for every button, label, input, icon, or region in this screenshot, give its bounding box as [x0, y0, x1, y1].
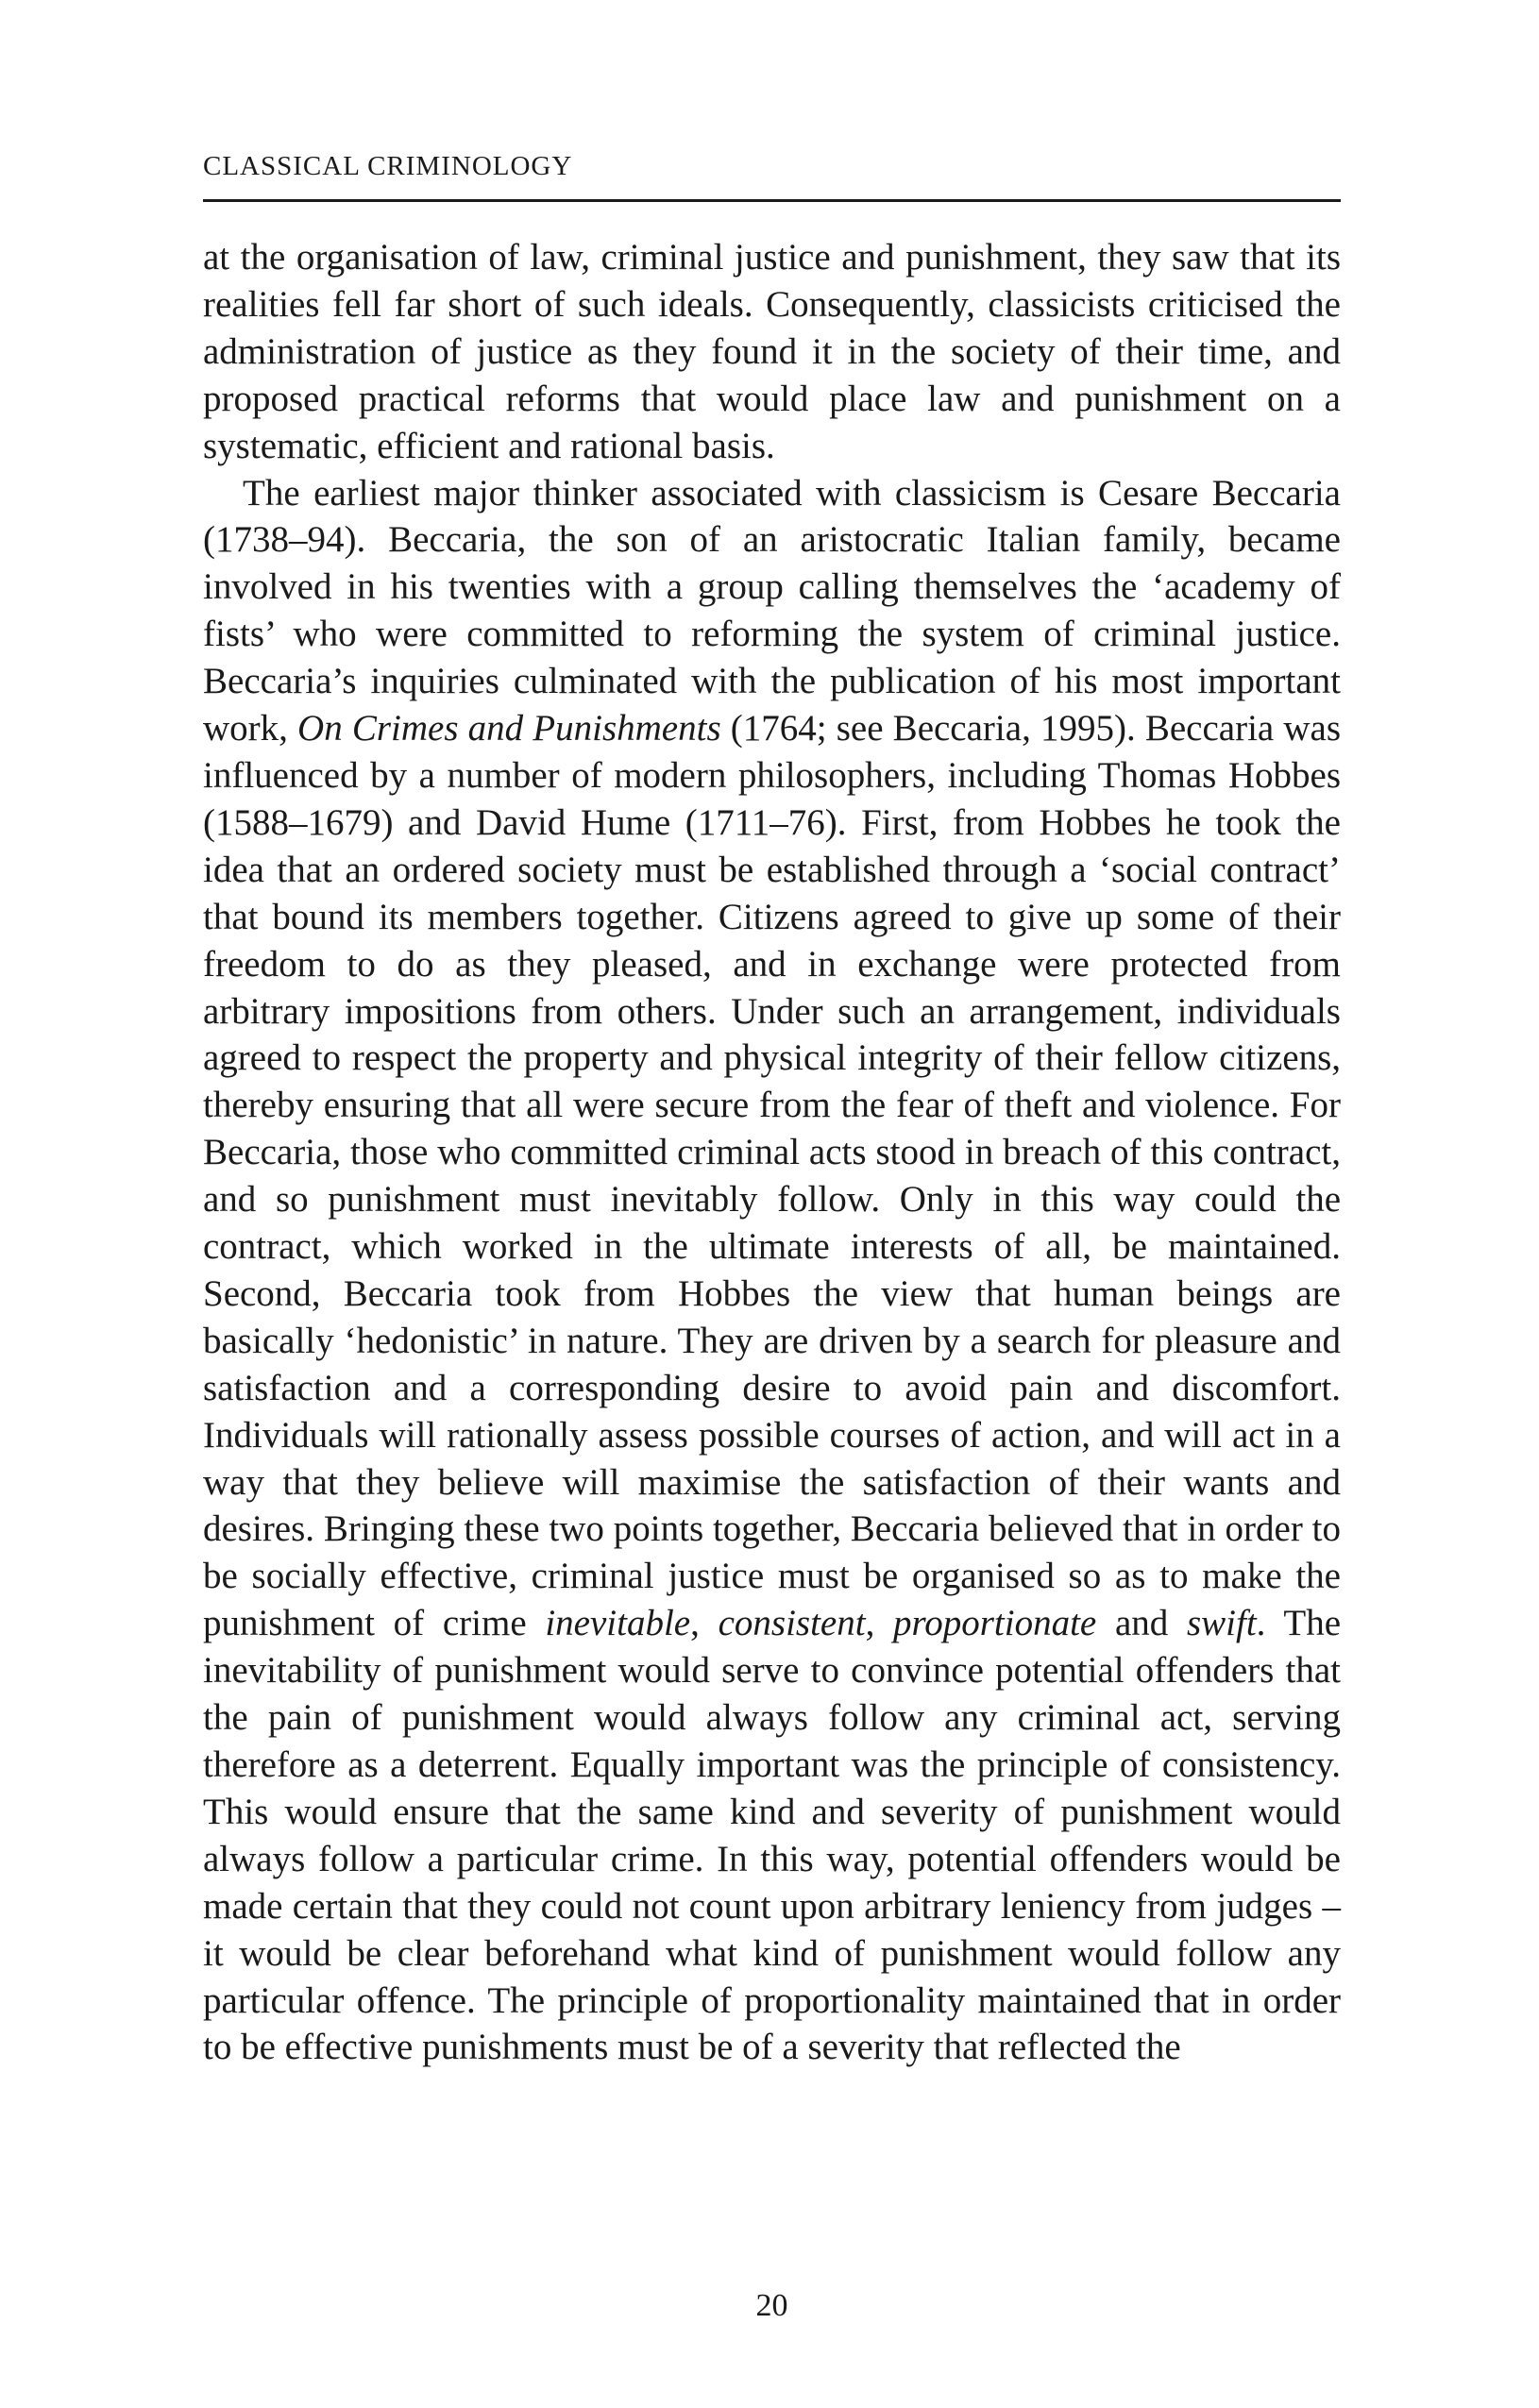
header-rule: [203, 199, 1341, 202]
paragraph-beccaria: [203, 470, 1341, 2072]
text-run: The earliest major thinker associated with classicism is Cesare Beccaria (1738–94). Beccaria, the son of an aristocratic Italian family, became involved in his twenties with a group calling themselves the ‘academy of fists’ who were committed to reforming the system of criminal justice. Beccaria’s inquiries culminated with the publication of his most important work,: [203, 472, 1341, 749]
body-text: [203, 234, 1341, 2071]
emphasis-inevitable: inevitable: [545, 1603, 691, 1644]
text-run: ,: [865, 1603, 894, 1644]
text-run: . The inevitability of punishment would serve to convince potential offenders that the pain of punishment would always follow any criminal act, serving therefore as a deterrent. Equally important was the principle of consistency. This would ensure that the same kind and severity of punishment would always follow a particular crime. In this way, potential offenders would be made certain that they could not count upon arbitrary leniency from judges – it would be clear beforehand what kind of punishment would follow any particular offence. The principle of proportionality maintained that in order to be effective punishments must be of a severity that reflected the: [203, 1603, 1342, 2068]
emphasis-proportionate: proportionate: [893, 1603, 1097, 1644]
emphasis-consistent: consistent: [718, 1603, 866, 1644]
paragraph-continuation: at the organisation of law, criminal justice and punishment, they saw that its realities fell far short of such ideals. Consequently, classicists criticised the administration of justice as they found it in the society of their time, and proposed practical reforms that would place law and punishment on a systematic, efficient and rational basis.: [203, 237, 1341, 466]
running-head: CLASSICAL CRIMINOLOGY: [203, 151, 573, 181]
text-run: and: [1096, 1603, 1187, 1644]
emphasis-swift: swift: [1186, 1603, 1257, 1644]
page-number: 20: [755, 2288, 788, 2323]
text-run: (1764; see Beccaria, 1995). Beccaria was influenced by a number of modern philosophers, including Thomas Hobbes (1588–1679) and David Hume (1711–76). First, from Hobbes he took the idea that an ordered society must be established through a ‘social contract’ that bound its members together. Citizens agreed to give up some of their freedom to do as they pleased, and in exchange were protected from arbitrary impositions from others. Under such an arrangement, individuals agreed to respect the property and physical integrity of their fellow citizens, thereby ensuring that all were secure from the fear of theft and violence. For Beccaria, those who committed criminal acts stood in breach of this contract, and so punishment must inevitably follow. Only in this way could the contract, which worked in the ultimate interests of all, be maintained. Second, Beccaria took from Hobbes the view that human beings are basically ‘hedonistic’ in nature. They are driven by a search for pleasure and satisfaction and a corresponding desire to avoid pain and discomfort. Individuals will rationally assess possible courses of action, and will act in a way that they believe will maximise the satisfaction of their wants and desires. Bringing these two points together, Beccaria believed that in order to be socially effective, criminal justice must be organised so as to make the punishment of crime: [203, 708, 1342, 1644]
book-title-italic: On Crimes and Punishments: [297, 708, 721, 749]
text-run: ,: [690, 1603, 719, 1644]
book-page: [203, 0, 1341, 2408]
